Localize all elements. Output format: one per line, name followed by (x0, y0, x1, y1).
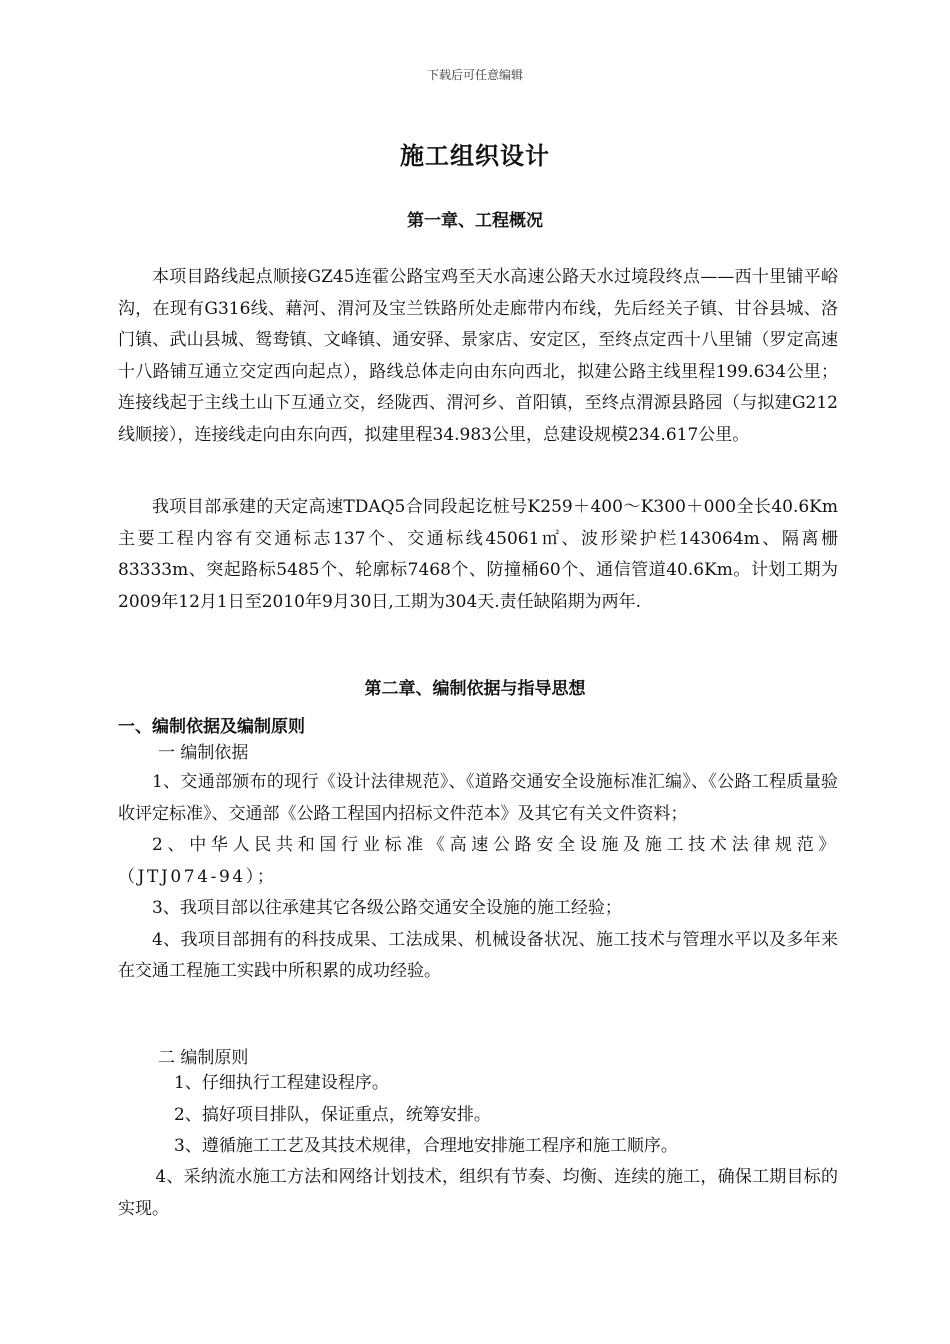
principle-item: 2、搞好项目排队，保证重点，统筹安排。 (174, 1105, 491, 1125)
chapter1-paragraph-scope: 我项目部承建的天定高速TDAQ5合同段起讫桩号K259＋400～K300＋000全长40.6Km主要工程内容有交通标志137个、交通标线45061㎡、波形梁护栏143064m、隔离栅83333m、突起路标5485个、轮廓标7468个、防撞桶60个、通信管道40.6Km。计划工期为2009年12月1日至2010年9月30日,工期为304天.责任缺陷期为两年. (118, 497, 838, 612)
chapter1-scope-block (118, 492, 838, 618)
basis-item: 2、中华人民共和国行业标准《高速公路安全设施及施工技术法律规范》（JTJ074-94）； (118, 835, 838, 887)
basis-list (118, 767, 838, 988)
basis-item: 3、我项目部以往承建其它各级公路交通安全设施的施工经验； (152, 898, 622, 918)
section1-heading: 一、编制依据及编制原则 (118, 717, 305, 737)
chapter1-intro-block (118, 262, 838, 451)
basis-item: 4、我项目部拥有的科技成果、工法成果、机械设备状况、施工技术与管理水平以及多年来在交通工程施工实践中所积累的成功经验。 (118, 929, 838, 981)
chapter1-paragraph-route: 本项目路线起点顺接GZ45连霍公路宝鸡至天水高速公路天水过境段终点——西十里铺平峪沟，在现有G316线、藉河、渭河及宝兰铁路所处走廊带内布线，先后经关子镇、甘谷县城、洛门镇、武山县城、鸳鸯镇、文峰镇、通安驿、景家店、安定区，至终点定西十八里铺（罗定高速十八路铺互通立交定西向起点），路线总体走向由东向西北，拟建公路主线里程199.634公里；连接线起于主线土山下互通立交，经陇西、渭河乡、首阳镇，至终点渭源县路园（与拟建G212线顺接），连接线走向由东向西，拟建里程34.983公里，总建设规模234.617公里。 (118, 267, 838, 445)
principle-item: 1、仔细执行工程建设程序。 (174, 1073, 389, 1093)
document-title: 施工组织设计 (400, 141, 550, 170)
principles-heading: 二 编制原则 (158, 1048, 249, 1068)
principle-item-block (118, 1162, 838, 1225)
principle-item: 3、遵循施工工艺及其技术规律，合理地安排施工程序和施工顺序。 (174, 1136, 678, 1156)
header-note: 下载后可任意编辑 (426, 68, 523, 82)
chapter2-title: 第二章、编制依据与指导思想 (364, 679, 586, 699)
chapter1-title: 第一章、工程概况 (407, 211, 543, 231)
principle-item: 4、采纳流水施工方法和网络计划技术，组织有节奏、均衡、连续的施工，确保工期目标的实现。 (118, 1167, 838, 1219)
basis-heading: 一 编制依据 (158, 743, 249, 763)
basis-item: 1、交通部颁布的现行《设计法律规范》、《道路交通安全设施标准汇编》、《公路工程质量验收评定标准》、交通部《公路工程国内招标文件范本》及其它有关文件资料； (118, 772, 838, 824)
